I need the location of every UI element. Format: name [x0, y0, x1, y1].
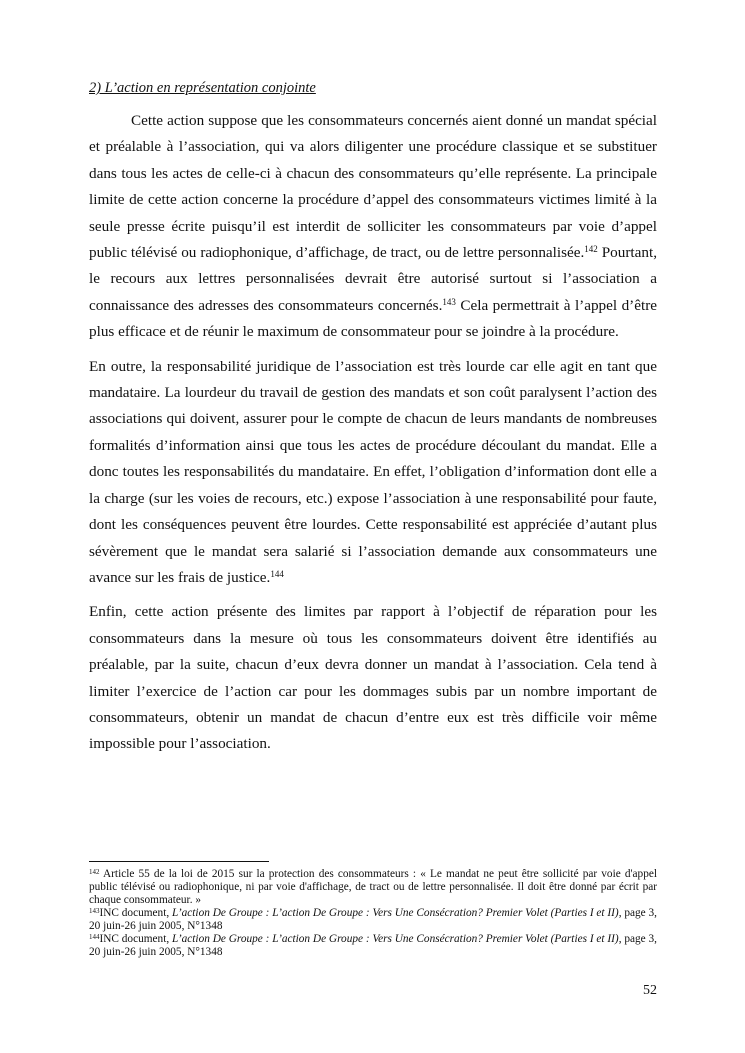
- paragraph-1-text-b: Pourtant, le recours aux lettres personnalisées devrait être autorisé surtout si l’association a connaissance des adresses des consommateurs concernés.: [89, 244, 657, 314]
- section-heading: 2) L’action en représentation conjointe: [89, 80, 316, 96]
- footnote-number: 144: [89, 933, 100, 941]
- footnote-number: 142: [89, 868, 100, 876]
- footnote-144: [89, 933, 657, 959]
- footnotes: [89, 861, 657, 959]
- footnote-ref-144[interactable]: 144: [270, 568, 284, 579]
- footnote-143: [89, 907, 657, 933]
- page-number: 52: [643, 983, 657, 998]
- paragraph-3: [89, 599, 657, 757]
- footnote-lead: INC document,: [99, 907, 172, 919]
- footnote-ref-143[interactable]: 143: [442, 296, 456, 307]
- paragraph-1: [89, 108, 657, 346]
- footnote-ref-142[interactable]: 142: [584, 244, 598, 255]
- footnote-lead: INC document,: [99, 933, 172, 945]
- paragraph-3-text: Enfin, cette action présente des limites par rapport à l’objectif de réparation pour les consommateurs dans la mesure où tous les consommateurs doivent être identifiés au préalable, par la suite, chacun d’eux devra donner un mandat à l’association. Cela tend à limiter l’exercice de l’action car pour les dommages subis par un nombre important de consommateurs, obtenir un mandat de chacun d’entre eux est très difficile voir même impossible pour l’association.: [89, 603, 657, 753]
- paragraph-2: [89, 354, 657, 592]
- footnote-tail: , page 3, 20 juin-26 juin 2005, N°1348: [89, 933, 657, 958]
- footnote-text: Article 55 de la loi de 2015 sur la protection des consommateurs : « Le mandat ne peut être sollicité par voie d'appel public télévisé ou radiophonique, ni par voie d'affichage, de tract ou de lettre personnalisée. Il doit être donné par écrit par chaque consommateur. »: [89, 868, 657, 906]
- paragraph-1-text-a: Cette action suppose que les consommateurs concernés aient donné un mandat spécial et préalable à l’association, qui va alors diligenter une procédure classique et se substituer dans tous les actes de celle-ci à chacun des consommateurs qu’elle représente. La principale limite de cette action concerne la procédure d’appel des consommateurs victimes limité à la seule presse écrite puisqu’il est interdit de solliciter les consommateurs par voie d’appel public télévisé ou radiophonique, d’affichage, de tract, ou de lettre personnalisée.: [89, 112, 657, 262]
- footnote-title: L’action De Groupe : L’action De Groupe : Vers Une Consécration? Premier Volet (Parties I et II): [172, 907, 619, 919]
- footnote-number: 143: [89, 907, 100, 915]
- paragraph-2-text: En outre, la responsabilité juridique de l’association est très lourde car elle agit en tant que mandataire. La lourdeur du travail de gestion des mandats et son coût paralysent l’action des associations qui doivent, assurer pour le compte de chacun de leurs mandants de nombreuses formalités d’information ainsi que tous les actes de procédure découlant du mandat. Elle a donc toutes les responsabilités du mandataire. En effet, l’obligation d’information dont elle a la charge (sur les voies de recours, etc.) expose l’association à une responsabilité pour faute, dont les conséquences peuvent être lourdes. Cette responsabilité est appréciée d’autant plus sévèrement que le mandat sera salarié si l’association demande aux consommateurs une avance sur les frais de justice.: [89, 357, 657, 586]
- footnote-tail: , page 3, 20 juin-26 juin 2005, N°1348: [89, 907, 657, 932]
- paragraph-1-text-c: Cela permettrait à l’appel d’être plus efficace et de réunir le maximum de consommateur pour se joindre à la procédure.: [89, 296, 657, 341]
- body-text: [89, 108, 657, 758]
- footnote-separator: [89, 861, 269, 862]
- footnote-142: [89, 868, 657, 907]
- footnote-title: L’action De Groupe : L’action De Groupe : Vers Une Consécration? Premier Volet (Parties I et II): [172, 933, 619, 945]
